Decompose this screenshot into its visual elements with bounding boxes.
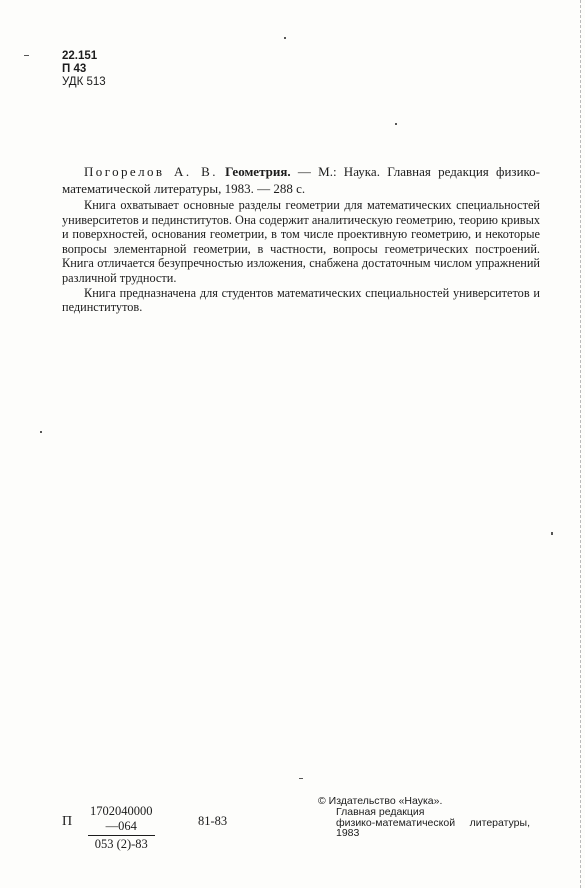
annotation <box>62 198 540 315</box>
udc-code: УДК 513 <box>62 76 106 88</box>
scan-speck <box>284 37 286 39</box>
imprint-line: физико-математической литературы, <box>336 816 530 829</box>
annotation-paragraph: Книга охватывает основные разделы геометрии для математических специальностей университетов и пединститутов. Она содержит аналитическую геометрию, теорию кривых и поверхностей, основания геометрии, в том числе проективную геометрию, и некоторые вопросы элементарной геометрии, в частности, вопросы геометрических построений. Книга отличается безупречностью изложения, снабжена достаточным числом упражнений различной трудности. <box>62 198 540 285</box>
author-mark: П 43 <box>62 63 87 75</box>
imprint-line: 1983 <box>336 827 360 840</box>
scan-speck <box>395 123 397 125</box>
scan-speck <box>551 532 553 535</box>
citation-details: — М.: Наука. Главная редакция физико-математической литературы, 1983. — 288 с. <box>62 164 541 196</box>
citation-author: Погорелов А. В. <box>84 164 218 179</box>
bibliographic-citation <box>62 163 540 197</box>
scan-edge-line <box>580 0 581 888</box>
imprint-line: Главная редакция <box>336 805 425 818</box>
code-denominator: 053 (2)-83 <box>94 837 148 851</box>
scan-speck <box>24 55 29 56</box>
bbk-index: 22.151 <box>62 50 98 62</box>
copyright-imprint <box>318 796 530 839</box>
classification-block <box>62 50 106 89</box>
scan-speck <box>299 778 303 779</box>
imprint-line: © Издательство «Наука». <box>318 795 443 807</box>
code-numerator: 1702040000—064 <box>88 804 155 836</box>
code-suffix: 81-83 <box>198 814 228 828</box>
code-letter: П <box>62 814 73 829</box>
annotation-paragraph: Книга предназначена для студентов математических специальностей университетов и пединститутов. <box>62 285 540 315</box>
citation-title: Геометрия. <box>225 164 291 179</box>
code-fraction <box>88 804 155 852</box>
scan-speck <box>40 431 42 433</box>
